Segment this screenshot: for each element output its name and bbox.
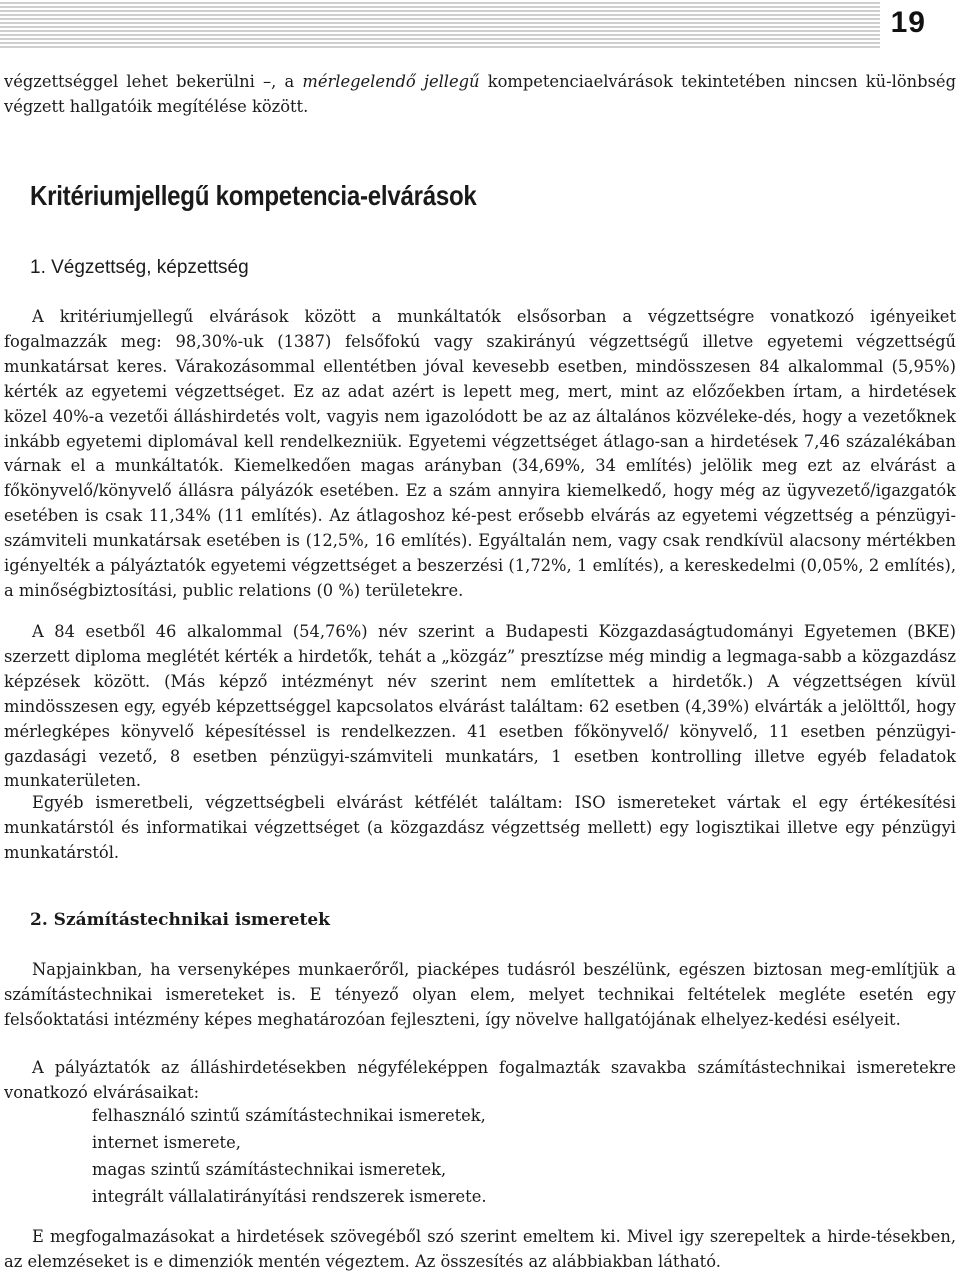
header-stripes	[0, 0, 880, 48]
page-header	[0, 0, 960, 50]
intro-emphasis: mérlegelendő jellegű	[302, 72, 480, 91]
list-item: magas szintű számítástechnikai ismeretek,	[92, 1160, 447, 1179]
list-item: integrált vállalatirányítási rendszerek ismerete.	[92, 1187, 487, 1206]
subsection-title-1: 1. Végzettség, képzettség	[30, 257, 249, 278]
paragraph-1: A kritériumjellegű elvárások között a munkáltatók elsősorban a végzettségre vonatkozó igényeiket fogalmazzák meg: 98,30%-uk (1387) felsőfokú vagy szakirányú végzettségű illetve egyetemi végzettségű munkatársat keres. Várakozásommal ellentétben jóval kevesebb esetben, mindösszesen 84 alkalommal (5,95%) kérték az egyetemi végzettséget. Ez az adat azért is lepett meg, mert, mint az előzőekben írtam, a hirdetések közel 40%-a vezetői álláshirdetés volt, vagyis nem igazolódott be az az általános közvéleke-dés, hogy a vezetőknek inkább egyetemi diplomával kell rendelkezniük. Egyetemi végzettséget átlago-san a hirdetések 7,46 százalékában várnak el a munkáltatók. Kiemelkedően magas arányban (34,69%, 34 említés) jelölik meg ezt az elvárást a főkönyvelő/könyvelő állásra pályázók esetében. Ez a szám annyira kiemelkedő, hogy még az ügyvezető/igazgatók esetében is csak 11,34% (11 említés). Az átlagoshoz ké-pest erősebb elvárás az egyetemi végzettség a pénzügyi-számviteli munkatársak esetében is (12,5%, 16 említés). Egyáltalán nem, vagy csak rendkívül alacsony mértékben igényelték a pályáztatók egyetemi végzettséget a beszerzési (1,72%, 1 említés), a kereskedelmi (0,05%, 2 említés), a minőségbiztosítási, public relations (0 %) területekre.	[4, 307, 956, 600]
section-title: Kritériumjellegű kompetencia-elvárások	[30, 180, 477, 211]
list-item: internet ismerete,	[92, 1133, 241, 1152]
subsection-title-2: 2. Számítástechnikai ismeretek	[30, 910, 330, 930]
page-number: 19	[890, 6, 926, 39]
paragraph-6: E megfogalmazásokat a hirdetések szövegéből szó szerint emeltem ki. Mivel igy szerepeltek a hirde-tésekben, az elemzéseket is e dimenziók mentén végeztem. Az összesítés az alábbiakban látható.	[4, 1227, 956, 1271]
list-item: felhasználó szintű számítástechnikai ismeretek,	[92, 1106, 486, 1125]
paragraph-3: Egyéb ismeretbeli, végzettségbeli elvárást kétfélét találtam: ISO ismereteket vártak el egy értékesítési munkatárstól és informatikai végzettséget (a közgazdász végzettség mellett) egy logisztikai illetve egy pénzügyi munkatárstól.	[4, 793, 956, 862]
intro-paragraph	[4, 70, 956, 120]
intro-text-1: végzettséggel lehet bekerülni –, a	[4, 72, 303, 91]
intro-text-2: kompetenciaelvárások tekintetében nincsen kü-lönbség végzett hallgatóik megítélése között.	[4, 72, 956, 116]
paragraph-4: Napjainkban, ha versenyképes munkaerőről, piacképes tudásról beszélünk, egészen biztosan meg-említjük a számítástechnikai ismereteket is. E tényező olyan elem, melyet technikai feltételek megléte esetén egy felsőoktatási intézmény képes meghatározóan fejleszteni, így növelve hallgatójának elhelyez-kedési esélyeit.	[4, 960, 956, 1029]
paragraph-5: A pályáztatók az álláshirdetésekben négyféleképpen fogalmazták szavakba számítástechnikai ismeretekre vonatkozó elvárásaikat:	[4, 1058, 956, 1102]
paragraph-2: A 84 esetből 46 alkalommal (54,76%) név szerint a Budapesti Közgazdaságtudományi Egyetemen (BKE) szerzett diploma meglétét kérték a hirdetők, tehát a „közgáz” presztízse még mindig a legmaga-sabb a közgazdász képzések között. (Más képző intézményt név szerint nem említettek a hirdetők.) A végzettségen kívül mindösszesen egy, egyéb képzettséggel kapcsolatos elvárást találtam: 62 esetben (4,39%) elvárták a jelölttől, hogy mérlegképes könyvelő képesítéssel is rendelkezzen. 41 esetben főkönyvelő/ könyvelő, 11 esetben pénzügyi-gazdasági vezető, 8 esetben pénzügyi-számviteli munkatárs, 1 esetben kontrolling illetve egyéb feladatok munkaterületen.	[4, 622, 956, 791]
requirements-list	[92, 1102, 487, 1210]
